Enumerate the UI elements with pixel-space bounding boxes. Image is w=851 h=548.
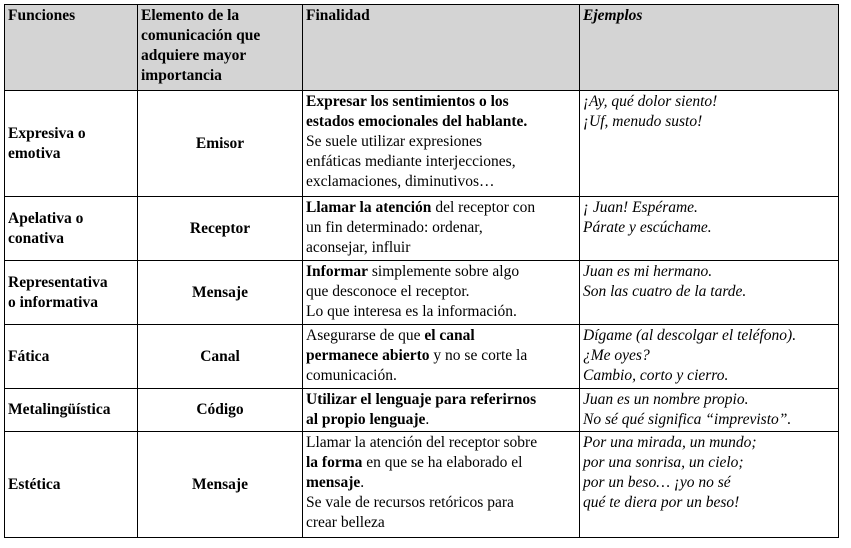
element-name: Receptor <box>138 197 303 261</box>
function-name-line: Estética <box>8 475 61 493</box>
finalidad-line: al propio lenguaje. <box>306 411 430 428</box>
function-name <box>5 432 138 538</box>
finalidad-cell <box>303 261 580 325</box>
table-row <box>5 389 839 432</box>
finalidad-line: mensaje. <box>306 474 365 491</box>
ejemplo-line: ¿Me oyes? <box>583 347 650 364</box>
ejemplo-line: Son las cuatro de la tarde. <box>583 283 747 300</box>
ejemplos-cell <box>580 197 839 261</box>
finalidad-line: Asegurarse de que el canal <box>306 327 475 344</box>
ejemplos-cell <box>580 325 839 389</box>
ejemplo-line: Dígame (al descolgar el teléfono). <box>583 327 797 344</box>
finalidad-line: aconsejar, influir <box>306 239 411 256</box>
header-funciones: Funciones <box>5 5 138 91</box>
element-name: Mensaje <box>138 432 303 538</box>
table-row <box>5 91 839 197</box>
ejemplos-cell <box>580 389 839 432</box>
function-name-line: Metalingüística <box>8 401 111 418</box>
finalidad-line: permanece abierto y no se corte la <box>306 347 528 364</box>
function-name-line: o informativa <box>8 293 98 311</box>
ejemplo-line: ¡Uf, menudo susto! <box>583 113 703 130</box>
finalidad-line: Llamar la atención del receptor con <box>306 199 536 216</box>
ejemplo-line: Por una mirada, un mundo; <box>583 434 757 451</box>
header-elemento: Elemento de la comunicación que adquiere mayor importancia <box>138 5 303 91</box>
ejemplo-line: Juan es mi hermano. <box>583 263 713 280</box>
finalidad-line: un fin determinado: ordenar, <box>306 219 483 236</box>
element-name: Mensaje <box>138 261 303 325</box>
ejemplo-line: Cambio, corto y cierro. <box>583 367 729 384</box>
ejemplo-line: qué te diera por un beso! <box>583 494 740 511</box>
finalidad-cell <box>303 197 580 261</box>
finalidad-line: que desconoce el receptor. <box>306 283 470 300</box>
ejemplos-cell <box>580 261 839 325</box>
ejemplo-line: ¡Ay, qué dolor siento! <box>583 93 718 110</box>
finalidad-cell <box>303 389 580 432</box>
function-name <box>5 325 138 389</box>
function-name-line: conativa <box>8 229 64 247</box>
finalidad-line: Llamar la atención del receptor sobre <box>306 434 538 451</box>
ejemplos-cell <box>580 432 839 538</box>
function-name <box>5 91 138 197</box>
finalidad-line: Expresar los sentimientos o los <box>306 93 509 110</box>
finalidad-line: crear belleza <box>306 514 385 531</box>
function-name <box>5 389 138 432</box>
element-name: Emisor <box>138 91 303 197</box>
table-row <box>5 325 839 389</box>
ejemplo-line: ¡ Juan! Espérame. <box>583 199 698 216</box>
function-name-line: Fática <box>8 347 50 365</box>
function-name-line: emotiva <box>8 144 61 162</box>
finalidad-cell <box>303 91 580 197</box>
finalidad-cell <box>303 432 580 538</box>
function-name <box>5 261 138 325</box>
finalidad-line: Lo que interesa es la información. <box>306 303 517 320</box>
element-name: Código <box>138 389 303 432</box>
functions-table <box>4 4 839 538</box>
function-name-line: Expresiva o <box>8 124 86 142</box>
ejemplo-line: Juan es un nombre propio. <box>583 391 749 408</box>
function-name-line: Representativa <box>8 273 108 291</box>
header-ejemplos: Ejemplos <box>580 5 839 91</box>
ejemplo-line: por una sonrisa, un cielo; <box>583 454 744 471</box>
table-row <box>5 261 839 325</box>
header-row <box>5 5 839 91</box>
ejemplo-line: por un beso… ¡yo no sé <box>583 474 731 491</box>
ejemplos-cell <box>580 91 839 197</box>
table-row <box>5 197 839 261</box>
element-name: Canal <box>138 325 303 389</box>
finalidad-line: Se vale de recursos retóricos para <box>306 494 514 511</box>
function-name-line: Apelativa o <box>8 209 84 227</box>
finalidad-line: exclamaciones, diminutivos… <box>306 173 495 190</box>
function-name <box>5 197 138 261</box>
ejemplo-line: Párate y escúchame. <box>583 219 712 236</box>
finalidad-line: enfáticas mediante interjecciones, <box>306 153 516 170</box>
finalidad-line: la forma en que se ha elaborado el <box>306 454 523 471</box>
finalidad-cell <box>303 325 580 389</box>
finalidad-line: Informar simplemente sobre algo <box>306 263 520 280</box>
ejemplo-line: No sé qué significa “imprevisto”. <box>583 411 792 428</box>
finalidad-line: estados emocionales del hablante. <box>306 113 528 130</box>
finalidad-line: Se suele utilizar expresiones <box>306 133 483 150</box>
header-finalidad: Finalidad <box>303 5 580 91</box>
table-row <box>5 432 839 538</box>
finalidad-line: Utilizar el lenguaje para referirnos <box>306 391 537 408</box>
finalidad-line: comunicación. <box>306 367 397 384</box>
